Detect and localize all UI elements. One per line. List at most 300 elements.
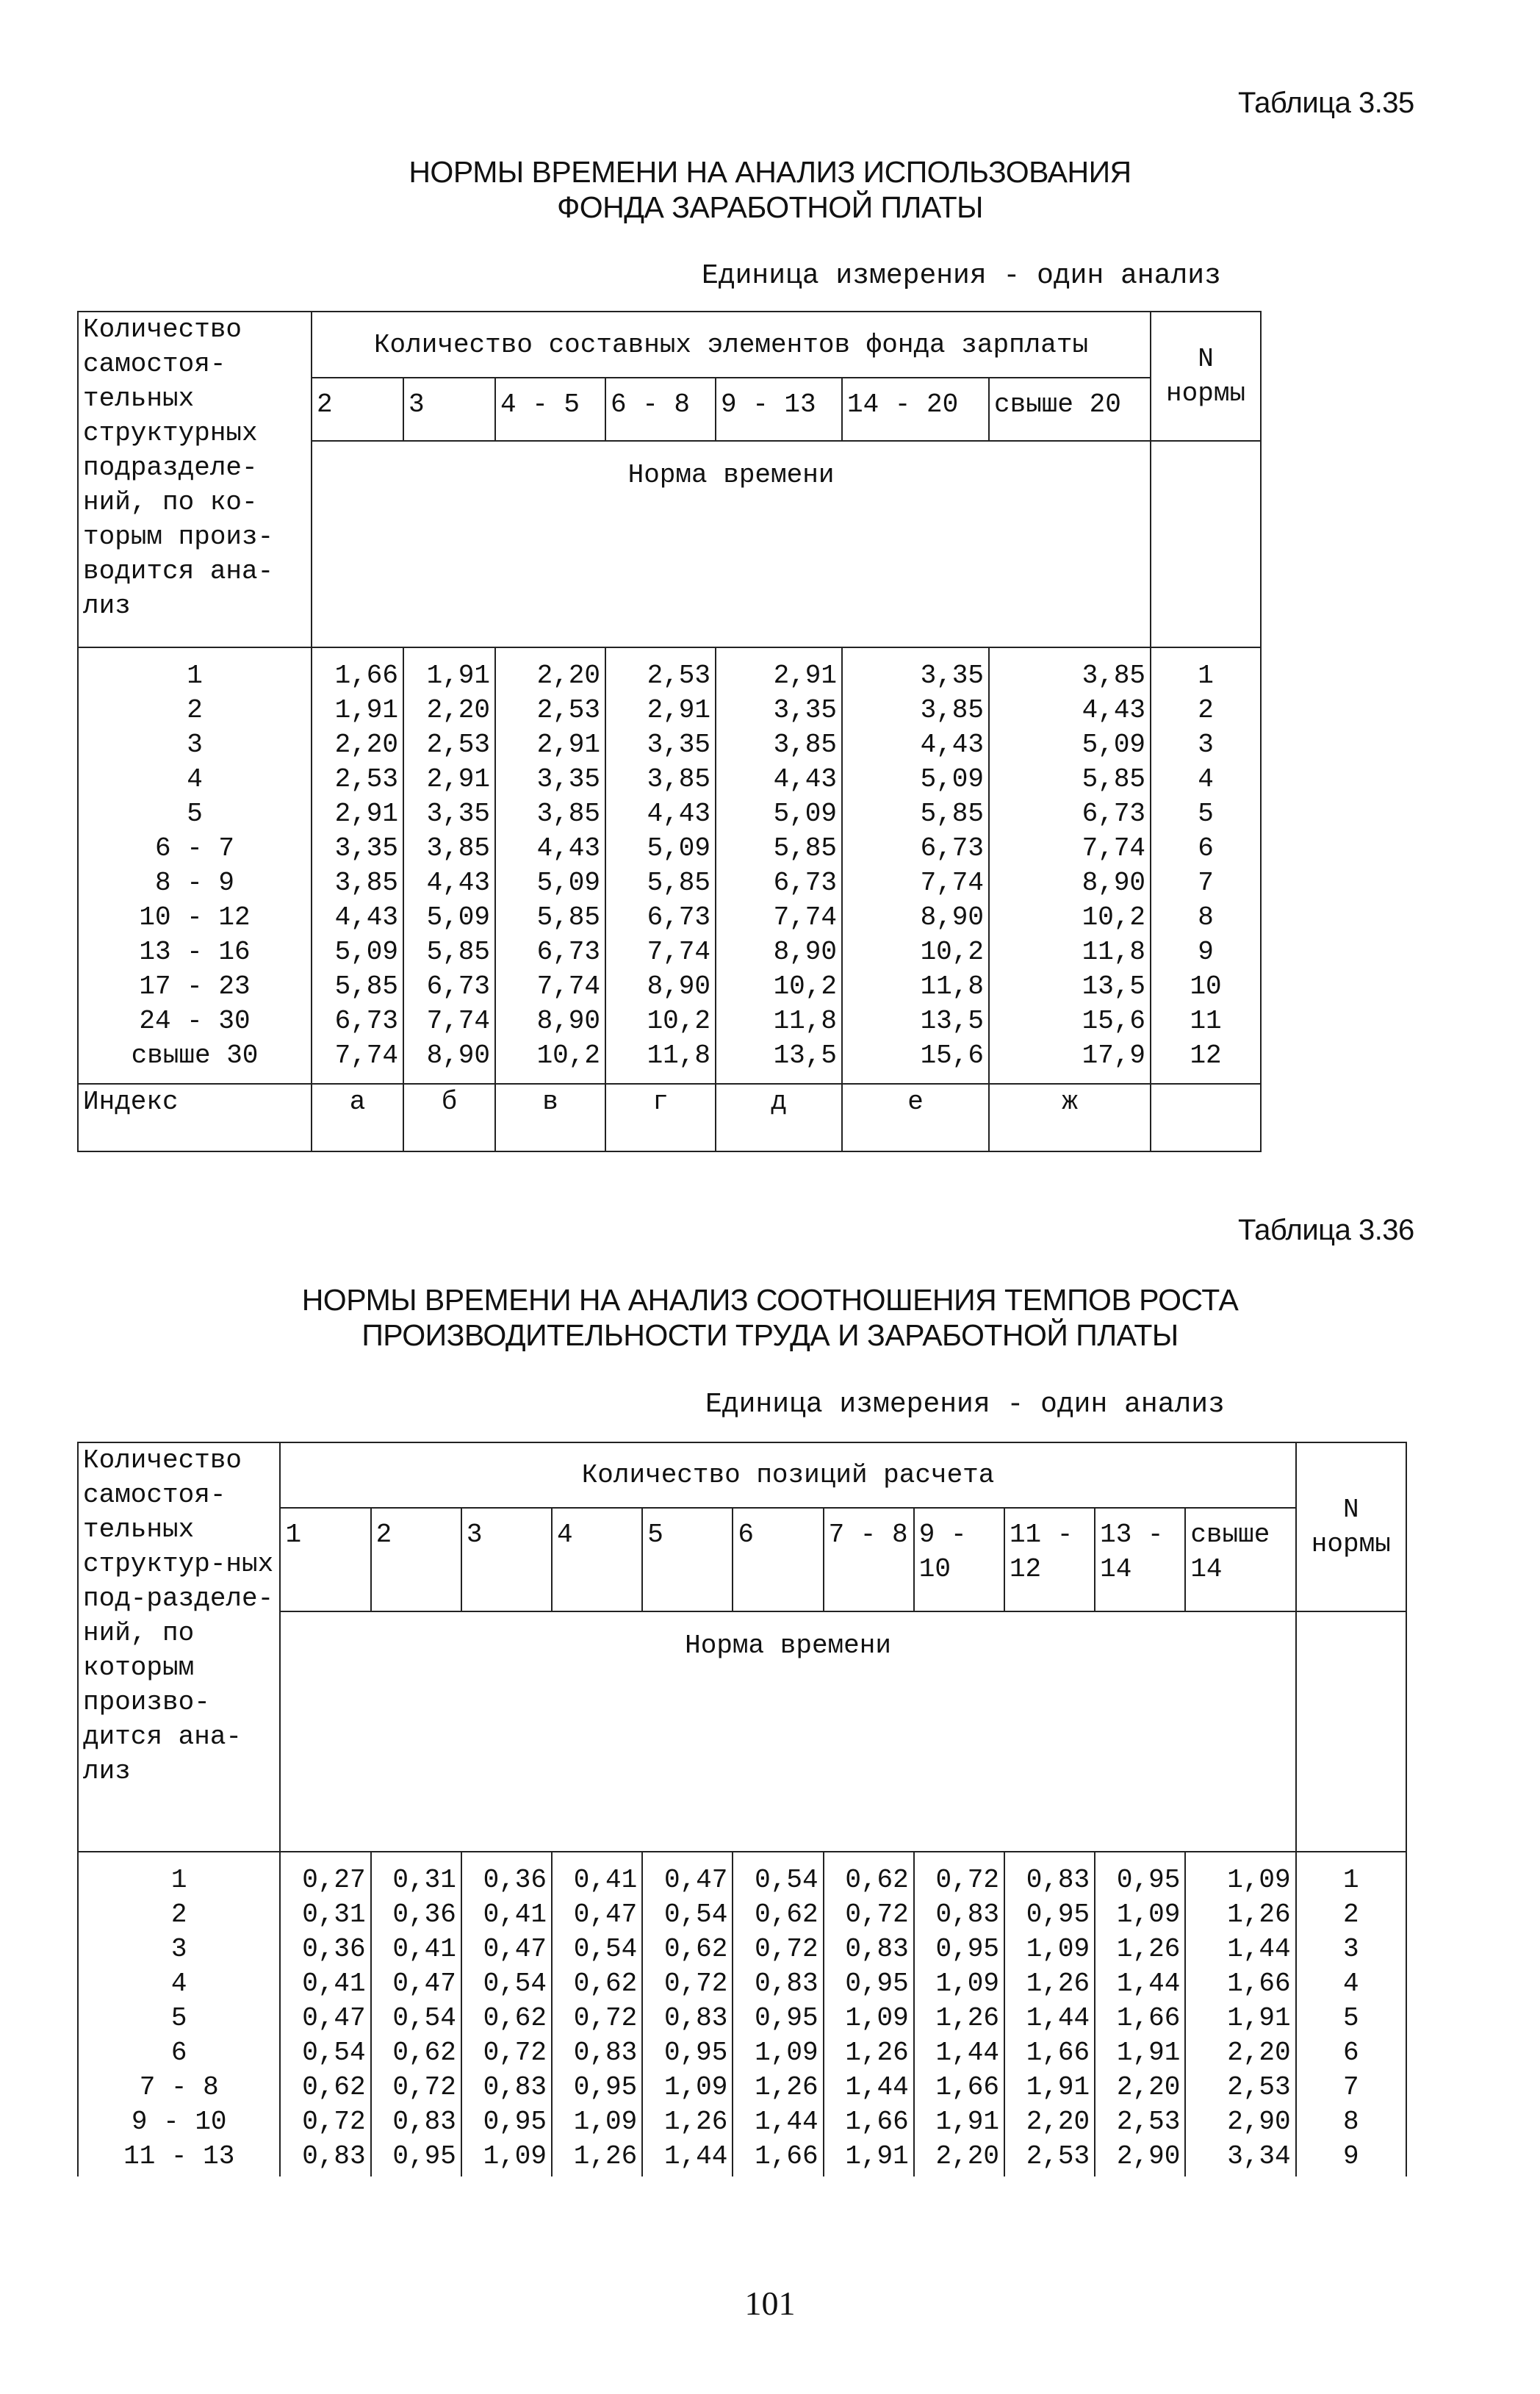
data-cell: 0,62: [824, 1852, 914, 1897]
data-cell: 0,72: [914, 1852, 1004, 1897]
column-header: свыше 14: [1185, 1508, 1295, 1611]
data-cell: 2,53: [495, 693, 605, 727]
data-cell: 0,83: [371, 2104, 461, 2139]
row-label: 1: [78, 1852, 280, 1897]
data-cell: 0,54: [461, 1966, 552, 2001]
column-header: 13 - 14: [1095, 1508, 1185, 1611]
data-cell: 0,95: [642, 2035, 733, 2070]
row-label: 8 - 9: [78, 866, 312, 900]
table2-label: Таблица 3.36: [1238, 1214, 1414, 1246]
data-cell: 0,47: [552, 1897, 642, 1932]
data-cell: 0,31: [371, 1852, 461, 1897]
data-cell: 1,09: [914, 1966, 1004, 2001]
data-cell: 3,85: [989, 647, 1151, 693]
column-header: свыше 20: [989, 378, 1151, 440]
data-cell: 5,85: [716, 831, 842, 866]
data-cell: 0,95: [552, 2070, 642, 2104]
table1-empty-cell: [1151, 441, 1261, 647]
norm-number: 8: [1151, 900, 1261, 935]
data-cell: 0,62: [461, 2001, 552, 2035]
column-header: 6 - 8: [605, 378, 716, 440]
data-cell: 1,66: [1004, 2035, 1095, 2070]
norm-number: 3: [1296, 1932, 1406, 1966]
data-cell: 2,91: [495, 727, 605, 762]
row-label: 5: [78, 2001, 280, 2035]
data-cell: 4,43: [716, 762, 842, 797]
column-header: 6: [733, 1508, 823, 1611]
data-cell: 1,66: [824, 2104, 914, 2139]
data-cell: 5,85: [989, 762, 1151, 797]
table-row: [78, 1004, 1261, 1038]
data-cell: 1,09: [733, 2035, 823, 2070]
table1-index-section: [78, 1084, 1261, 1151]
data-cell: 0,36: [371, 1897, 461, 1932]
table-row: [78, 831, 1261, 866]
row-label: 4: [78, 1966, 280, 2001]
data-cell: 0,83: [1004, 1852, 1095, 1897]
data-cell: 1,66: [312, 647, 403, 693]
column-header: 4: [552, 1508, 642, 1611]
table2-empty-cell: [1296, 1611, 1406, 1852]
row-label: свыше 30: [78, 1038, 312, 1084]
row-label: 13 - 16: [78, 935, 312, 969]
table-row: [78, 2139, 1406, 2176]
norm-number: 4: [1296, 1966, 1406, 2001]
data-cell: 13,5: [989, 969, 1151, 1004]
data-cell: 0,62: [371, 2035, 461, 2070]
data-cell: 4,43: [605, 797, 716, 831]
row-label: 6: [78, 2035, 280, 2070]
table-row: [78, 2035, 1406, 2070]
data-cell: 15,6: [842, 1038, 989, 1084]
column-header: 2: [312, 378, 403, 440]
table1: [77, 311, 1262, 1152]
data-cell: 0,36: [280, 1932, 370, 1966]
data-cell: 0,95: [824, 1966, 914, 2001]
data-cell: 1,26: [1004, 1966, 1095, 2001]
data-cell: 2,53: [1095, 2104, 1185, 2139]
data-cell: 0,83: [280, 2139, 370, 2176]
data-cell: 3,85: [403, 831, 495, 866]
row-label: 6 - 7: [78, 831, 312, 866]
data-cell: 2,20: [914, 2139, 1004, 2176]
data-cell: 1,26: [733, 2070, 823, 2104]
norm-number: 5: [1296, 2001, 1406, 2035]
table1-index-row: [78, 1084, 1261, 1151]
index-cell: д: [716, 1084, 842, 1151]
row-label: 17 - 23: [78, 969, 312, 1004]
data-cell: 11,8: [989, 935, 1151, 969]
data-cell: 6,73: [842, 831, 989, 866]
data-cell: 2,53: [403, 727, 495, 762]
data-cell: 1,91: [1004, 2070, 1095, 2104]
data-cell: 1,26: [1185, 1897, 1295, 1932]
table1-title: [0, 154, 1540, 225]
data-cell: 3,85: [495, 797, 605, 831]
data-cell: 2,91: [716, 647, 842, 693]
data-cell: 1,09: [461, 2139, 552, 2176]
table-row: [78, 969, 1261, 1004]
norm-number: 9: [1151, 935, 1261, 969]
row-label: 1: [78, 647, 312, 693]
column-header: 5: [642, 1508, 733, 1611]
data-cell: 0,54: [280, 2035, 370, 2070]
table-row: [78, 1852, 1406, 1897]
data-cell: 2,20: [1004, 2104, 1095, 2139]
table-row: [78, 935, 1261, 969]
table-row: [78, 866, 1261, 900]
table1-norm-time: Норма времени: [312, 441, 1151, 647]
data-cell: 11,8: [842, 969, 989, 1004]
data-cell: 0,27: [280, 1852, 370, 1897]
data-cell: 0,62: [280, 2070, 370, 2104]
column-header: 9 - 13: [716, 378, 842, 440]
table2-header: [78, 1442, 1406, 1852]
data-cell: 7,74: [495, 969, 605, 1004]
data-cell: 2,91: [605, 693, 716, 727]
data-cell: 0,95: [914, 1932, 1004, 1966]
data-cell: 0,62: [552, 1966, 642, 2001]
row-label: 5: [78, 797, 312, 831]
data-cell: 7,74: [312, 1038, 403, 1084]
data-cell: 3,35: [312, 831, 403, 866]
data-cell: 2,91: [312, 797, 403, 831]
index-cell: ж: [989, 1084, 1151, 1151]
data-cell: 8,90: [842, 900, 989, 935]
data-cell: 3,35: [403, 797, 495, 831]
page-number: 101: [744, 2285, 796, 2322]
column-header: 11 - 12: [1004, 1508, 1095, 1611]
table1-label: Таблица 3.35: [1238, 87, 1414, 119]
norm-number: 3: [1151, 727, 1261, 762]
data-cell: 1,44: [733, 2104, 823, 2139]
data-cell: 1,09: [1185, 1852, 1295, 1897]
data-cell: 0,54: [552, 1932, 642, 1966]
data-cell: 15,6: [989, 1004, 1151, 1038]
data-cell: 1,44: [1004, 2001, 1095, 2035]
norm-number: 2: [1296, 1897, 1406, 1932]
table-row: [78, 727, 1261, 762]
data-cell: 3,85: [716, 727, 842, 762]
table-row: [78, 2070, 1406, 2104]
data-cell: 0,83: [914, 1897, 1004, 1932]
data-cell: 3,35: [605, 727, 716, 762]
data-cell: 8,90: [989, 866, 1151, 900]
data-cell: 0,54: [371, 2001, 461, 2035]
table1-body: [78, 647, 1261, 1084]
data-cell: 5,85: [605, 866, 716, 900]
data-cell: 3,85: [312, 866, 403, 900]
data-cell: 5,09: [495, 866, 605, 900]
row-label: 10 - 12: [78, 900, 312, 935]
data-cell: 8,90: [605, 969, 716, 1004]
table-row: [78, 1897, 1406, 1932]
data-cell: 1,26: [1095, 1932, 1185, 1966]
norm-number: 8: [1296, 2104, 1406, 2139]
data-cell: 5,85: [312, 969, 403, 1004]
data-cell: 0,41: [552, 1852, 642, 1897]
data-cell: 0,62: [642, 1932, 733, 1966]
data-cell: 0,72: [280, 2104, 370, 2139]
data-cell: 10,2: [989, 900, 1151, 935]
row-label: 24 - 30: [78, 1004, 312, 1038]
table2-norm-time: Норма времени: [280, 1611, 1295, 1852]
data-cell: 0,31: [280, 1897, 370, 1932]
data-cell: 1,09: [1095, 1897, 1185, 1932]
row-label: 2: [78, 693, 312, 727]
data-cell: 0,36: [461, 1852, 552, 1897]
data-cell: 1,09: [824, 2001, 914, 2035]
norm-number: 4: [1151, 762, 1261, 797]
table-row: [78, 797, 1261, 831]
data-cell: 6,73: [495, 935, 605, 969]
data-cell: 0,95: [371, 2139, 461, 2176]
data-cell: 0,72: [733, 1932, 823, 1966]
data-cell: 0,72: [824, 1897, 914, 1932]
data-cell: 6,73: [989, 797, 1151, 831]
norm-number: 10: [1151, 969, 1261, 1004]
data-cell: 11,8: [716, 1004, 842, 1038]
index-cell: е: [842, 1084, 989, 1151]
data-cell: 0,95: [1095, 1852, 1185, 1897]
data-cell: 1,91: [312, 693, 403, 727]
data-cell: 5,85: [403, 935, 495, 969]
data-cell: 1,09: [1004, 1932, 1095, 1966]
data-cell: 1,44: [914, 2035, 1004, 2070]
data-cell: 2,20: [312, 727, 403, 762]
row-label: 3: [78, 1932, 280, 1966]
data-cell: 5,85: [495, 900, 605, 935]
data-cell: 2,90: [1095, 2139, 1185, 2176]
data-cell: 0,83: [733, 1966, 823, 2001]
data-cell: 1,66: [1095, 2001, 1185, 2035]
index-cell: а: [312, 1084, 403, 1151]
norm-number: 1: [1151, 647, 1261, 693]
norm-number: 1: [1296, 1852, 1406, 1897]
data-cell: 8,90: [495, 1004, 605, 1038]
data-cell: 0,47: [371, 1966, 461, 2001]
data-cell: 0,47: [280, 2001, 370, 2035]
table2: [77, 1442, 1407, 2176]
column-header: 3: [403, 378, 495, 440]
data-cell: 1,09: [642, 2070, 733, 2104]
data-cell: 1,91: [1185, 2001, 1295, 2035]
row-label: 3: [78, 727, 312, 762]
data-cell: 1,66: [914, 2070, 1004, 2104]
data-cell: 0,54: [733, 1852, 823, 1897]
index-cell: г: [605, 1084, 716, 1151]
table2-norm-header: N нормы: [1296, 1442, 1406, 1611]
data-cell: 6,73: [312, 1004, 403, 1038]
data-cell: 0,47: [461, 1932, 552, 1966]
table1-row-header: Количество самостоя-тельных структурных подразделе-ний, по ко-торым произ-водится ана-лиз: [78, 312, 312, 647]
data-cell: 0,95: [1004, 1897, 1095, 1932]
data-cell: 5,09: [989, 727, 1151, 762]
norm-number: 6: [1296, 2035, 1406, 2070]
data-cell: 10,2: [842, 935, 989, 969]
data-cell: 5,09: [716, 797, 842, 831]
norm-number: 7: [1151, 866, 1261, 900]
data-cell: 10,2: [605, 1004, 716, 1038]
table-row: [78, 1932, 1406, 1966]
data-cell: 0,72: [642, 1966, 733, 2001]
row-label: 9 - 10: [78, 2104, 280, 2139]
data-cell: 0,47: [642, 1852, 733, 1897]
data-cell: 2,53: [1185, 2070, 1295, 2104]
table-row: [78, 900, 1261, 935]
data-cell: 8,90: [403, 1038, 495, 1084]
data-cell: 1,91: [824, 2139, 914, 2176]
data-cell: 1,26: [642, 2104, 733, 2139]
data-cell: 1,44: [1185, 1932, 1295, 1966]
data-cell: 1,44: [824, 2070, 914, 2104]
index-cell: в: [495, 1084, 605, 1151]
table1-header: [78, 312, 1261, 647]
norm-number: 7: [1296, 2070, 1406, 2104]
table2-group-header: Количество позиций расчета: [280, 1442, 1295, 1508]
data-cell: 5,85: [842, 797, 989, 831]
data-cell: 6,73: [716, 866, 842, 900]
table1-index-label: Индекс: [78, 1084, 312, 1151]
data-cell: 0,95: [733, 2001, 823, 2035]
norm-number: 9: [1296, 2139, 1406, 2176]
data-cell: 3,85: [605, 762, 716, 797]
data-cell: 7,74: [716, 900, 842, 935]
data-cell: 0,72: [461, 2035, 552, 2070]
row-label: 11 - 13: [78, 2139, 280, 2176]
data-cell: 2,20: [403, 693, 495, 727]
row-label: 2: [78, 1897, 280, 1932]
table-row: [78, 693, 1261, 727]
column-header: 14 - 20: [842, 378, 989, 440]
data-cell: 1,66: [733, 2139, 823, 2176]
data-cell: 2,91: [403, 762, 495, 797]
data-cell: 7,74: [403, 1004, 495, 1038]
data-cell: 0,54: [642, 1897, 733, 1932]
table1-group-header: Количество составных элементов фонда зарплаты: [312, 312, 1151, 378]
data-cell: 5,09: [312, 935, 403, 969]
data-cell: 2,53: [312, 762, 403, 797]
data-cell: 4,43: [989, 693, 1151, 727]
data-cell: 0,83: [824, 1932, 914, 1966]
data-cell: 7,74: [989, 831, 1151, 866]
column-header: 2: [371, 1508, 461, 1611]
data-cell: 1,26: [552, 2139, 642, 2176]
data-cell: 2,90: [1185, 2104, 1295, 2139]
data-cell: 0,72: [552, 2001, 642, 2035]
data-cell: 1,44: [1095, 1966, 1185, 2001]
table2-unit: Единица измерения - один анализ: [705, 1389, 1225, 1420]
table-row: [78, 1038, 1261, 1084]
data-cell: 2,20: [1185, 2035, 1295, 2070]
data-cell: 13,5: [842, 1004, 989, 1038]
norm-number: 11: [1151, 1004, 1261, 1038]
data-cell: 4,43: [495, 831, 605, 866]
data-cell: 5,09: [403, 900, 495, 935]
data-cell: 3,35: [495, 762, 605, 797]
data-cell: 5,09: [842, 762, 989, 797]
data-cell: 1,91: [403, 647, 495, 693]
data-cell: 6,73: [605, 900, 716, 935]
column-header: 4 - 5: [495, 378, 605, 440]
table-row: [78, 1966, 1406, 2001]
table-row: [78, 2104, 1406, 2139]
table2-body: [78, 1852, 1406, 2176]
table2-row-header: Количество самостоя-тельных структур-ных под-разделе-ний, по которым произво-дится ана-лиз: [78, 1442, 280, 1852]
table-row: [78, 2001, 1406, 2035]
data-cell: 1,26: [914, 2001, 1004, 2035]
norm-number: 6: [1151, 831, 1261, 866]
data-cell: 8,90: [716, 935, 842, 969]
data-cell: 2,53: [1004, 2139, 1095, 2176]
table-row: [78, 762, 1261, 797]
data-cell: 10,2: [495, 1038, 605, 1084]
data-cell: 4,43: [842, 727, 989, 762]
table2-title-line1: НОРМЫ ВРЕМЕНИ НА АНАЛИЗ СООТНОШЕНИЯ ТЕМПОВ РОСТА: [301, 1283, 1239, 1317]
data-cell: 3,34: [1185, 2139, 1295, 2176]
norm-number: 2: [1151, 693, 1261, 727]
data-cell: 13,5: [716, 1038, 842, 1084]
data-cell: 1,09: [552, 2104, 642, 2139]
data-cell: 4,43: [403, 866, 495, 900]
data-cell: 2,20: [495, 647, 605, 693]
row-label: 4: [78, 762, 312, 797]
data-cell: 0,83: [461, 2070, 552, 2104]
data-cell: 5,09: [605, 831, 716, 866]
data-cell: 3,85: [842, 693, 989, 727]
norm-number: 12: [1151, 1038, 1261, 1084]
column-header: 9 - 10: [914, 1508, 1004, 1611]
data-cell: 0,83: [642, 2001, 733, 2035]
data-cell: 10,2: [716, 969, 842, 1004]
data-cell: 2,53: [605, 647, 716, 693]
data-cell: 1,91: [1095, 2035, 1185, 2070]
table2-title-line2: ПРОИЗВОДИТЕЛЬНОСТИ ТРУДА И ЗАРАБОТНОЙ ПЛАТЫ: [361, 1318, 1179, 1352]
data-cell: 1,66: [1185, 1966, 1295, 2001]
data-cell: 0,83: [552, 2035, 642, 2070]
column-header: 1: [280, 1508, 370, 1611]
data-cell: 1,91: [914, 2104, 1004, 2139]
data-cell: 7,74: [605, 935, 716, 969]
table1-unit: Единица измерения - один анализ: [702, 260, 1221, 292]
index-empty-cell: [1151, 1084, 1261, 1151]
data-cell: 0,41: [280, 1966, 370, 2001]
data-cell: 0,41: [371, 1932, 461, 1966]
data-cell: 0,72: [371, 2070, 461, 2104]
column-header: 3: [461, 1508, 552, 1611]
index-cell: б: [403, 1084, 495, 1151]
data-cell: 3,35: [842, 647, 989, 693]
table2-title: [0, 1282, 1540, 1353]
table1-title-line2: ФОНДА ЗАРАБОТНОЙ ПЛАТЫ: [557, 190, 983, 224]
data-cell: 0,41: [461, 1897, 552, 1932]
data-cell: 11,8: [605, 1038, 716, 1084]
row-label: 7 - 8: [78, 2070, 280, 2104]
norm-number: 5: [1151, 797, 1261, 831]
table-row: [78, 647, 1261, 693]
table1-title-line1: НОРМЫ ВРЕМЕНИ НА АНАЛИЗ ИСПОЛЬЗОВАНИЯ: [409, 155, 1131, 189]
data-cell: 2,20: [1095, 2070, 1185, 2104]
data-cell: 0,62: [733, 1897, 823, 1932]
data-cell: 1,44: [642, 2139, 733, 2176]
data-cell: 0,95: [461, 2104, 552, 2139]
data-cell: 1,26: [824, 2035, 914, 2070]
column-header: 7 - 8: [824, 1508, 914, 1611]
data-cell: 6,73: [403, 969, 495, 1004]
data-cell: 7,74: [842, 866, 989, 900]
data-cell: 4,43: [312, 900, 403, 935]
table1-norm-header: N нормы: [1151, 312, 1261, 441]
